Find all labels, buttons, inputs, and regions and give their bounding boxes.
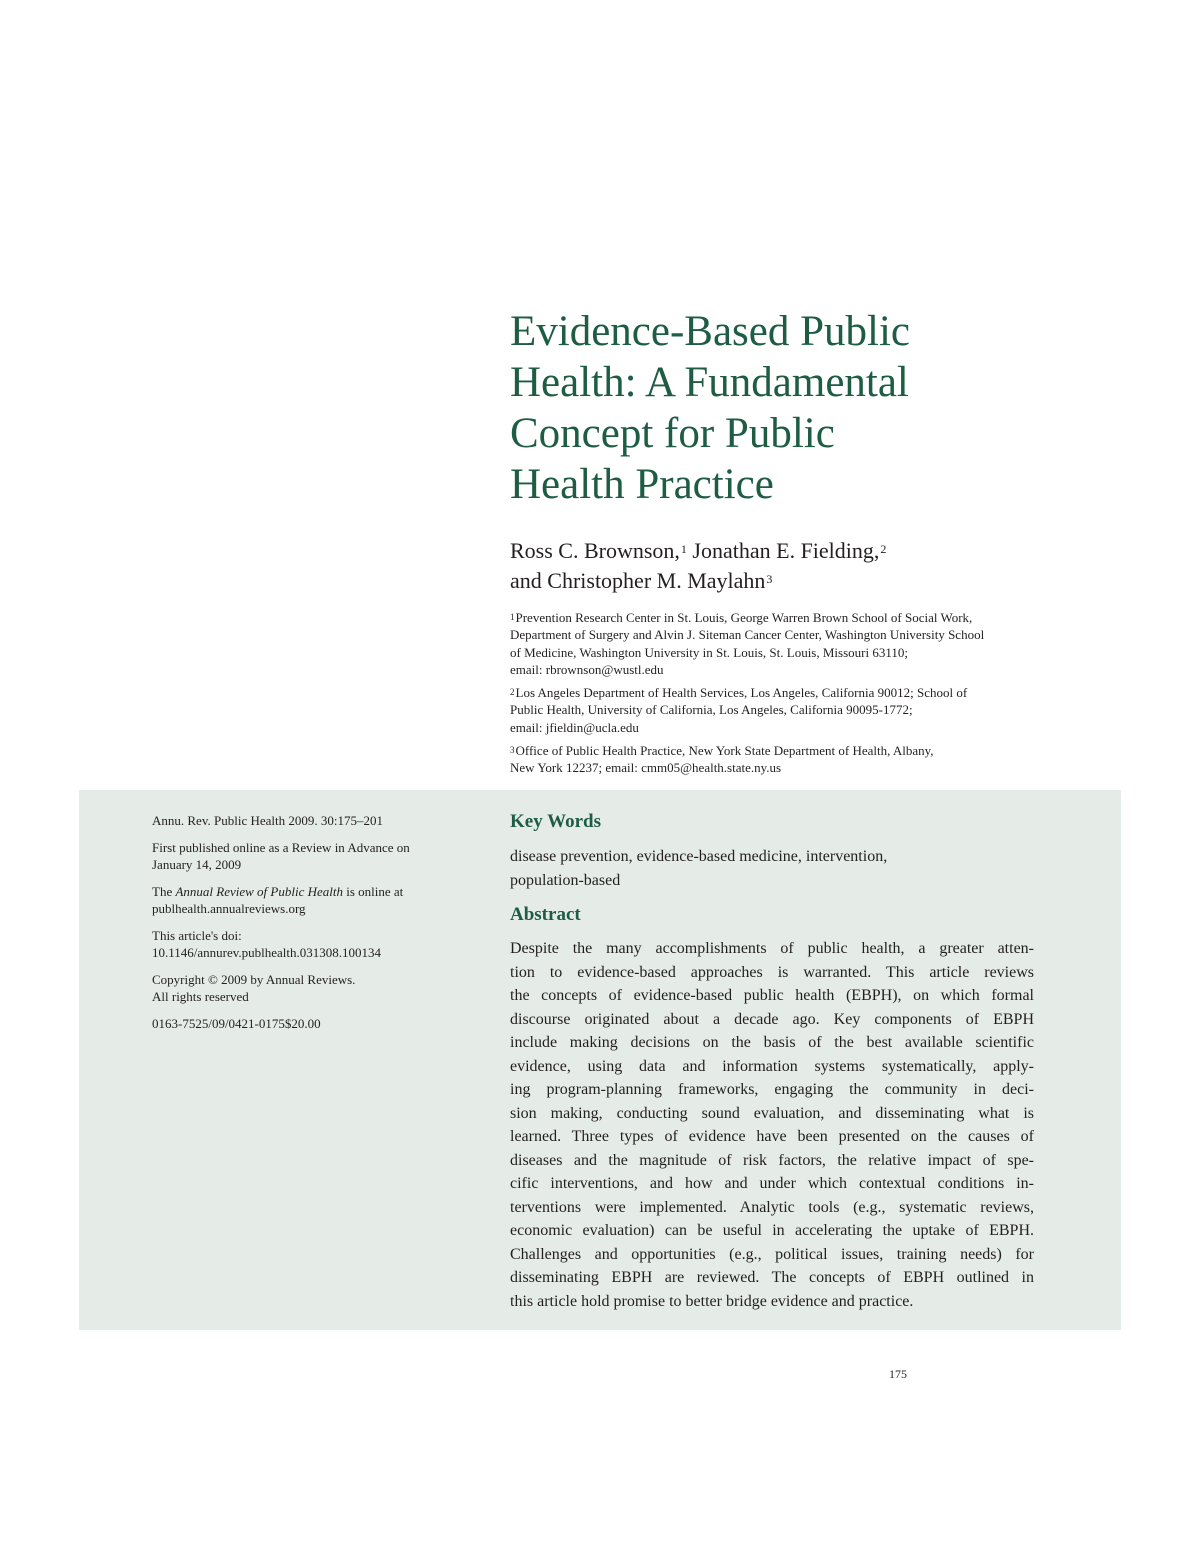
- author-name: and Christopher M. Maylahn: [510, 568, 766, 593]
- affiliation-line: Prevention Research Center in St. Louis, George Warren Brown School of Social Work,: [515, 610, 973, 625]
- title-line: Health: A Fundamental: [510, 359, 909, 406]
- affiliation: [510, 609, 1070, 678]
- article-title: [510, 306, 1070, 510]
- abstract-line: ing program-planning frameworks, engaging the community in deci-: [510, 1081, 1034, 1098]
- author-affil-marker: 3: [766, 572, 773, 586]
- article-metadata: [152, 812, 452, 1041]
- abstract-line: sion making, conducting sound evaluation, and disseminating what is: [510, 1104, 1034, 1122]
- title-line: Concept for Public: [510, 410, 835, 457]
- title-line: Evidence-Based Public: [510, 308, 911, 355]
- affiliation-marker: 1: [510, 612, 515, 622]
- affiliation-marker: 3: [510, 745, 515, 756]
- abstract-line: terventions were implemented. Analytic tools (e.g., systematic reviews,: [510, 1198, 1034, 1216]
- abstract-line: tion to evidence-based approaches is warranted. This article reviews: [510, 963, 1034, 981]
- author-line: [510, 566, 1070, 596]
- abstract-line: learned. Three types of evidence have been presented on the causes of: [510, 1128, 1034, 1145]
- online-note: The Annual Review of Public Health is online at publhealth.annualreviews.org: [152, 883, 452, 918]
- keywords-list: [510, 845, 1050, 893]
- doi-label: This article's doi:: [152, 927, 242, 943]
- affiliation-line: Department of Surgery and Alvin J. Siteman Cancer Center, Washington University School: [510, 627, 985, 643]
- doi-value[interactable]: 10.1146/annurev.publhealth.031308.100134: [152, 945, 382, 960]
- abstract-line: Challenges and opportunities (e.g., political issues, training needs) for: [510, 1245, 1034, 1263]
- keywords-heading: Key Words: [510, 811, 601, 832]
- abstract-line: disseminating EBPH are reviewed. The concepts of EBPH outlined in: [510, 1269, 1034, 1286]
- abstract-line: this article hold promise to better bridge evidence and practice.: [510, 1292, 914, 1310]
- abstract-line: discourse originated about a decade ago. Key components of EBPH: [510, 1010, 1034, 1028]
- affiliation-marker: 2: [510, 687, 515, 698]
- abstract-text: [510, 937, 1034, 1313]
- affiliation: [510, 684, 1070, 736]
- journal-name: Annual Review of Public Health: [175, 883, 343, 899]
- copyright: Copyright © 2009 by Annual Reviews. All rights reserved: [152, 971, 356, 1004]
- first-published: First published online as a Review in Advance on January 14, 2009: [152, 839, 410, 872]
- citation: Annu. Rev. Public Health 2009. 30:175–201: [152, 813, 383, 828]
- keywords-line: disease prevention, evidence-based medicine, intervention,: [510, 848, 888, 865]
- doi: [152, 927, 452, 962]
- abstract-heading: Abstract: [510, 904, 581, 925]
- abstract-line: diseases and the magnitude of risk factors, the relative impact of spe-: [510, 1151, 1034, 1169]
- author-affil-marker: 2: [880, 542, 887, 556]
- abstract-line: Despite the many accomplishments of public health, a greater atten-: [510, 940, 1034, 957]
- affiliation-email[interactable]: New York 12237; email: cmm05@health.state.ny.us: [510, 760, 782, 776]
- affiliation-line: Public Health, University of California, Los Angeles, California 90095-1772;: [510, 702, 913, 718]
- abstract-line: cific interventions, and how and under which contextual conditions in-: [510, 1175, 1034, 1192]
- affiliation-email[interactable]: email: rbrownson@wustl.edu: [510, 661, 664, 677]
- abstract-line: include making decisions on the basis of the best available scientific: [510, 1034, 1034, 1051]
- author-list: [510, 536, 1070, 596]
- affiliation-email[interactable]: email: jfieldin@ucla.edu: [510, 719, 639, 735]
- issn: 0163-7525/09/0421-0175$20.00: [152, 1015, 321, 1031]
- author-name: Jonathan E. Fielding,: [692, 538, 880, 563]
- title-line: Health Practice: [510, 461, 774, 508]
- affiliation-line: Office of Public Health Practice, New York State Department of Health, Albany,: [515, 743, 934, 759]
- affiliations: [510, 609, 1070, 783]
- abstract-line: evidence, using data and information systems systematically, apply-: [510, 1057, 1034, 1075]
- author-name: Ross C. Brownson,: [510, 538, 680, 563]
- author-line: [510, 536, 1070, 566]
- journal-url[interactable]: publhealth.annualreviews.org: [152, 901, 306, 916]
- keywords-line: population-based: [510, 872, 621, 889]
- page-number: 175: [889, 1367, 907, 1381]
- author-affil-marker: 1: [680, 542, 687, 556]
- affiliation: [510, 742, 1070, 777]
- abstract-line: the concepts of evidence-based public health (EBPH), on which formal: [510, 987, 1034, 1004]
- affiliation-line: Los Angeles Department of Health Services, Los Angeles, California 90012; School of: [515, 685, 968, 701]
- abstract-line: economic evaluation) can be useful in accelerating the uptake of EBPH.: [510, 1222, 1034, 1239]
- affiliation-line: of Medicine, Washington University in St. Louis, St. Louis, Missouri 63110;: [510, 644, 908, 660]
